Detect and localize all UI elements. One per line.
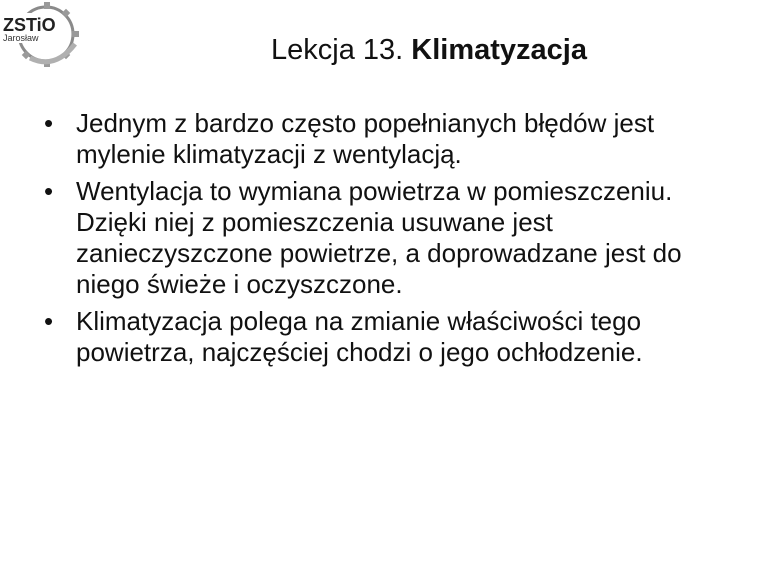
title-prefix: Lekcja 13. — [271, 34, 404, 66]
bullet-text: Klimatyzacja polega na zmianie właściwości tego powietrza, najczęściej chodzi o jego ochłodzenie. — [76, 306, 643, 367]
bullet-icon: • — [44, 176, 54, 206]
slide-title — [120, 28, 738, 72]
bullet-item — [40, 306, 740, 368]
svg-text:ZSTiO: ZSTiO — [3, 15, 56, 35]
bullet-item — [40, 176, 740, 300]
school-logo — [0, 0, 88, 70]
bullet-text: Wentylacja to wymiana powietrza w pomieszczeniu. Dzięki niej z pomieszczenia usuwane jest zanieczyszczone powietrze, a doprowadzane jest do niego świeże i oczyszczone. — [76, 176, 682, 299]
bullet-list — [40, 108, 740, 374]
bullet-text: Jednym z bardzo często popełnianych błędów jest mylenie klimatyzacji z wentylacją. — [76, 108, 655, 169]
bullet-icon: • — [44, 108, 54, 138]
bullet-icon: • — [44, 306, 54, 336]
title-bold: Klimatyzacja — [411, 34, 587, 66]
svg-text:Jarosław: Jarosław — [3, 33, 39, 43]
gear-icon — [0, 0, 88, 70]
bullet-item — [40, 108, 740, 170]
